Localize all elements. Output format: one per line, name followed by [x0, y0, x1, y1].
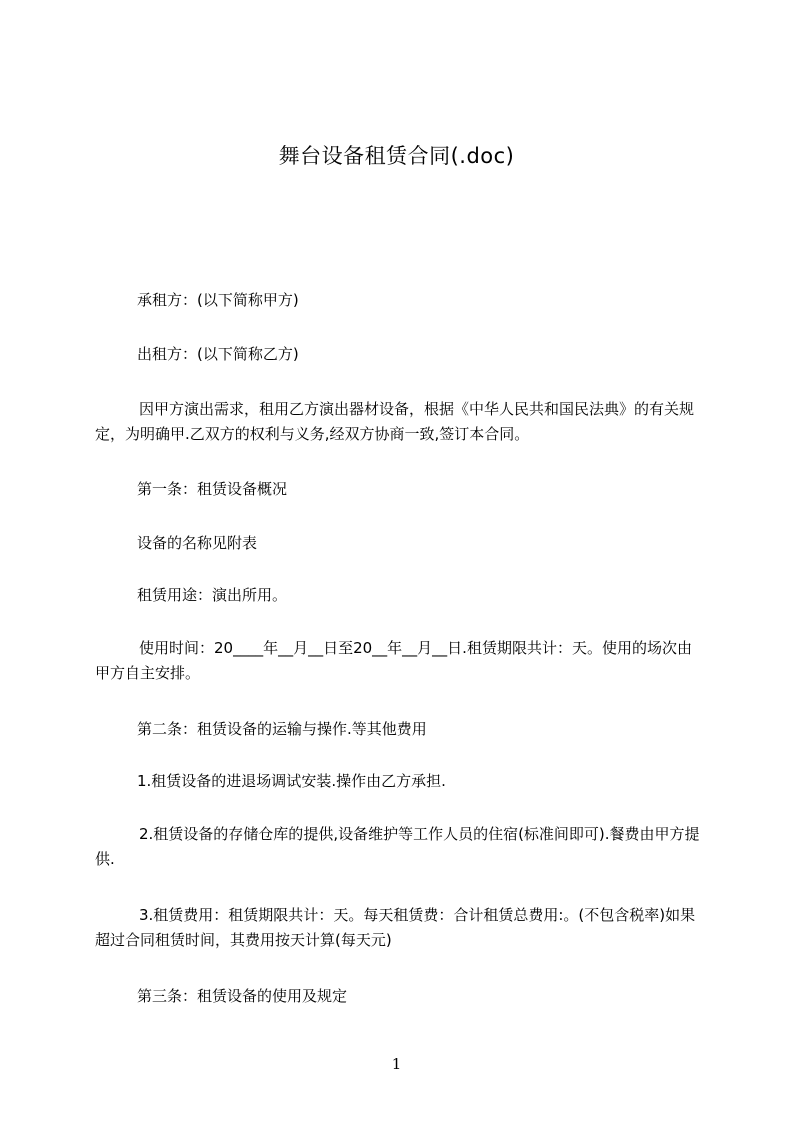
article-1-heading: 第一条：租赁设备概况	[137, 480, 288, 498]
lessee-line: 承租方：(以下简称甲方)	[137, 291, 299, 309]
clause-2-3: 3.租赁费用：租赁期限共计：天。每天租赁费：合计租赁总费用:。(不包含税率)如果超过合同租赁时间，其费用按天计算(每天元)	[95, 906, 696, 949]
page-number: 1	[391, 1055, 402, 1073]
clause-2-2: 2.租赁设备的存储仓库的提供,设备维护等工作人员的住宿(标准间即可).餐费由甲方提供.	[95, 825, 700, 868]
article-3-heading: 第三条：租赁设备的使用及规定	[137, 987, 348, 1005]
page-title: 舞台设备租赁合同(.doc)	[278, 144, 515, 168]
usage-time-paragraph: 使用时间：20____年__月__日至20__年__月__日.租赁期限共计：天。使用的场次由甲方自主安排。	[95, 639, 692, 682]
lessor-line: 出租方：(以下简称乙方)	[137, 345, 299, 363]
clause-2-1: 1.租赁设备的进退场调试安装.操作由乙方承担.	[137, 772, 446, 790]
equipment-name-line: 设备的名称见附表	[137, 534, 258, 552]
preamble-paragraph: 因甲方演出需求，租用乙方演出器材设备，根据《中华人民共和国民法典》的有关规定，为明确甲.乙双方的权利与义务,经双方协商一致,签订本合同。	[95, 400, 695, 443]
article-2-heading: 第二条：租赁设备的运输与操作.等其他费用	[137, 720, 427, 738]
lease-purpose-line: 租赁用途：演出所用。	[137, 586, 288, 604]
